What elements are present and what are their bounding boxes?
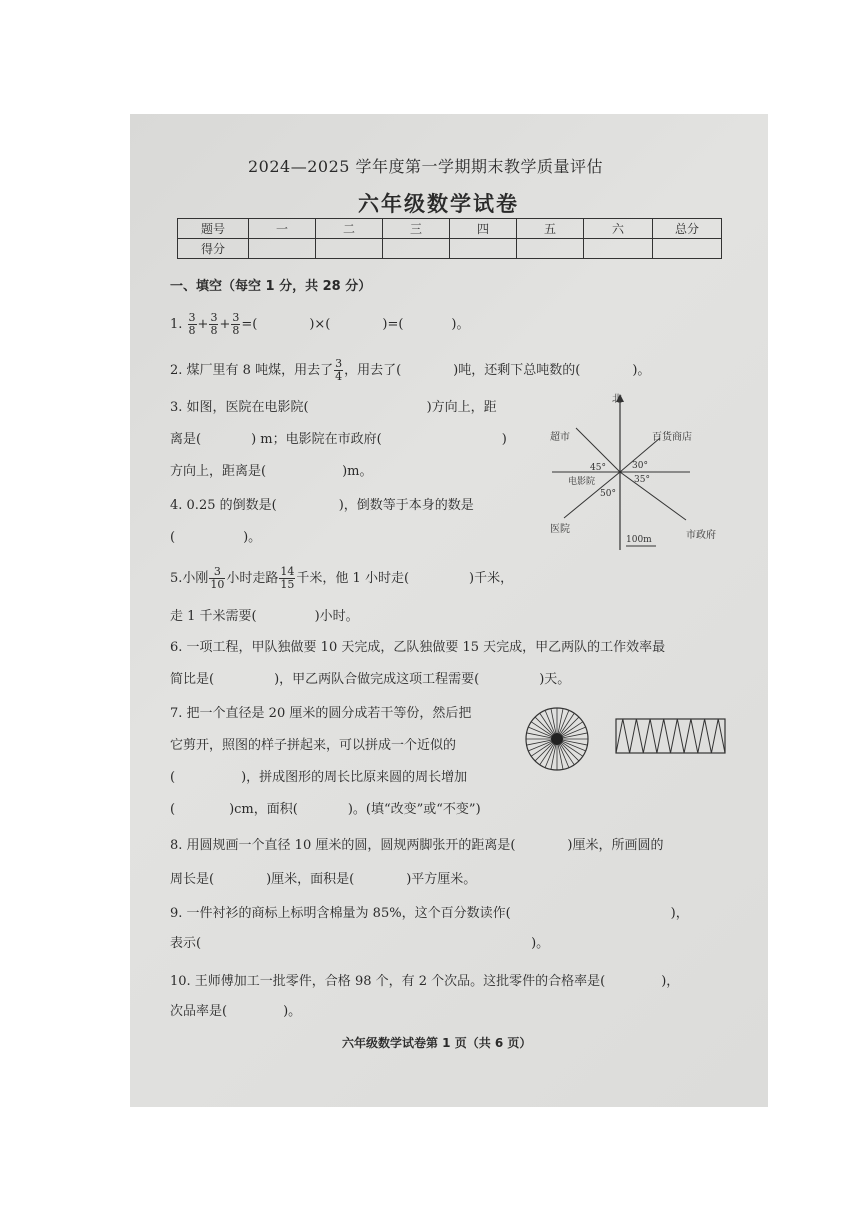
score-input-cell[interactable] (653, 239, 722, 259)
question-number: 1. (170, 317, 183, 332)
angle-label: 50° (600, 489, 616, 499)
question-7-line-1: 7. 把一个直径是 20 厘米的圆分成若干等份，然后把 (170, 706, 472, 721)
question-7-line-4: ( )cm，面积( )。(填“改变”或“不变”) (170, 802, 481, 817)
score-table-score-row (178, 239, 722, 259)
question-2: 2. 煤厂里有 8 吨煤，用去了 $\frac{3}{4}$ ，用去了( )吨，还剩下总吨数的( )。 (170, 357, 651, 383)
score-input-cell[interactable] (517, 239, 584, 259)
angle-label: 30° (632, 461, 648, 471)
question-10-line-2: 次品率是( )。 (170, 1004, 302, 1019)
department-store-label: 百货商店 (652, 432, 692, 443)
question-5-line-2: 走 1 千米需要( )小时。 (170, 609, 359, 624)
question-8-line-2: 周长是( )厘米，面积是( )平方厘米。 (170, 872, 477, 887)
question-3-line-3: 方向上，距离是( )m。 (170, 464, 373, 479)
sectored-circle-figure (524, 706, 590, 772)
score-input-cell[interactable] (249, 239, 316, 259)
score-cell: 六 (584, 219, 653, 239)
question-4-line-2: ( )。 (170, 530, 262, 545)
city-hall-ray (620, 472, 686, 520)
direction-map-diagram (540, 388, 760, 558)
score-cell: 得分 (178, 239, 249, 259)
page-footer: 六年级数学试卷第 1 页（共 6 页） (342, 1036, 532, 1050)
scale-label: 100m (626, 535, 652, 545)
score-table-header-row (178, 219, 722, 239)
score-input-cell[interactable] (450, 239, 517, 259)
exam-title: 六年级数学试卷 (358, 192, 519, 216)
question-3-line-1: 3. 如图，医院在电影院( )方向上，距 (170, 400, 497, 415)
question-8-line-1: 8. 用圆规画一个直径 10 厘米的圆，圆规两脚张开的距离是( )厘米，所画圆的 (170, 838, 664, 853)
cinema-label: 电影院 (568, 477, 596, 487)
exam-paper (130, 114, 768, 1107)
angle-label: 35° (634, 475, 650, 485)
fraction: $\frac{3}{8}$ (210, 311, 218, 337)
score-cell: 二 (316, 219, 383, 239)
rearranged-rectangle-figure (615, 718, 727, 756)
question-3-line-2: 离是( ) m；电影院在市政府( ) (170, 432, 507, 447)
score-input-cell[interactable] (584, 239, 653, 259)
question-1: 1. $\frac{3}{8}$ + $\frac{3}{8}$ + $\frac{3}{8}$ =( )×( )=( )。 (170, 311, 470, 337)
fraction: $\frac{3}{8}$ (188, 311, 196, 337)
score-cell: 四 (450, 219, 517, 239)
score-cell: 三 (383, 219, 450, 239)
score-cell: 总分 (653, 219, 722, 239)
question-7-line-3: ( )，拼成图形的周长比原来圆的周长增加 (170, 770, 468, 785)
fraction: $\frac{3}{10}$ (210, 565, 225, 591)
score-cell: 一 (249, 219, 316, 239)
score-cell: 五 (517, 219, 584, 239)
city-hall-label: 市政府 (686, 530, 716, 541)
question-5-line-1: 5.小刚 $\frac{3}{10}$ 小时走路 $\frac{14}{15}$ 千米，他 1 小时走( )千米， (170, 565, 514, 591)
fraction: $\frac{3}{8}$ (232, 311, 240, 337)
question-9-line-1: 9. 一件衬衫的商标上标明含棉量为 85%，这个百分数读作( )， (170, 906, 689, 921)
fraction: $\frac{3}{4}$ (335, 357, 343, 383)
score-input-cell[interactable] (383, 239, 450, 259)
fraction: $\frac{14}{15}$ (280, 565, 295, 591)
question-9-line-2: 表示( )。 (170, 936, 550, 951)
score-input-cell[interactable] (316, 239, 383, 259)
north-label: 北 (612, 394, 622, 405)
score-table (177, 218, 722, 259)
supermarket-label: 超市 (550, 432, 570, 443)
question-4-line-1: 4. 0.25 的倒数是( )，倒数等于本身的数是 (170, 498, 474, 513)
section-heading: 一、填空（每空 1 分，共 28 分） (170, 279, 372, 294)
school-year-heading: 2024—2025 学年度第一学期期末教学质量评估 (248, 157, 604, 176)
question-6-line-1: 6. 一项工程，甲队独做要 10 天完成，乙队独做要 15 天完成，甲乙两队的工作效率最 (170, 640, 666, 655)
question-7-line-2: 它剪开，照图的样子拼起来，可以拼成一个近似的 (170, 738, 457, 753)
hospital-label: 医院 (550, 524, 570, 535)
question-6-line-2: 简比是( )，甲乙两队合做完成这项工程需要( )天。 (170, 672, 571, 687)
score-cell: 题号 (178, 219, 249, 239)
question-10-line-1: 10. 王师傅加工一批零件，合格 98 个，有 2 个次品。这批零件的合格率是( )， (170, 974, 680, 989)
angle-label: 45° (590, 463, 606, 473)
